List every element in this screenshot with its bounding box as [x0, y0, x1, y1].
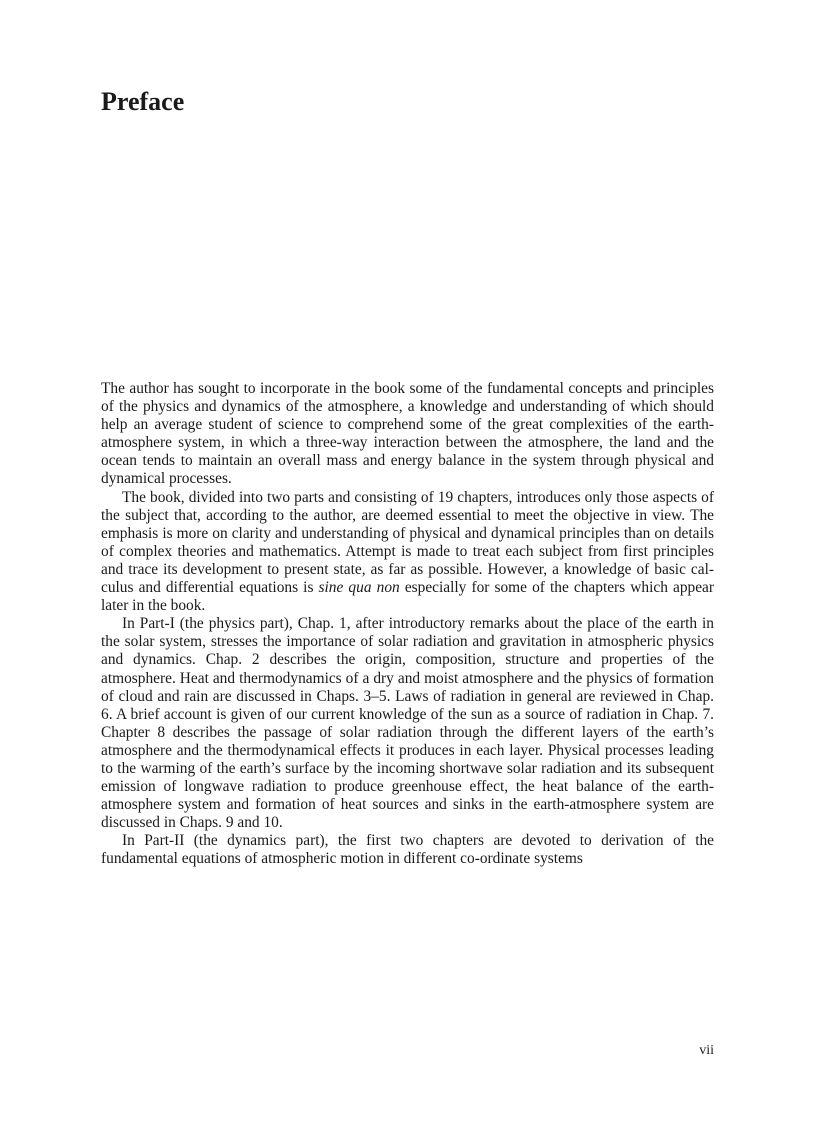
paragraph-book-structure-tail: especially for some of the chapters which appear later in the book.: [101, 579, 714, 615]
latin-phrase: sine qua non: [318, 579, 400, 597]
paragraph-intro: The author has sought to incorporate in the book some of the fundamental concepts and principles of the physics and dynamics of the atmosphere, a knowledge and understanding of which should help an average student of science to comprehend some of the great complexities of the earth-atmosphere system, in which a three-way interaction between the atmosphere, the land and the ocean tends to maintain an overall mass and energy balance in the system through physical and dynamical processes.: [101, 380, 714, 488]
paragraph-part-two: In Part-II (the dynamics part), the first two chapters are devoted to derivation of the fundamental equations of atmospheric motion in different co-ordinate systems: [101, 832, 714, 868]
paragraph-book-structure-text: The book, divided into two parts and consisting of 19 chapters, introduces only those aspects of the subject that, according to the author, are deemed essential to meet the objective in view. The emphasis is more on clarity and understanding of physical and dynamical principles than on details of complex theories and mathematics. Attempt is made to treat each subject from first principles and trace its development to present state, as far as possible. However, a knowledge of basic calculus and differential equations is: [101, 488, 714, 597]
preface-body: [101, 380, 714, 869]
paragraph-part-one: In Part-I (the physics part), Chap. 1, after introductory remarks about the place of the earth in the solar system, stresses the importance of solar radiation and gravitation in atmospheric physics and dynamics. Chap. 2 describes the origin, composition, structure and properties of the atmosphere. Heat and thermodynamics of a dry and moist atmosphere and the physics of formation of cloud and rain are discussed in Chaps. 3–5. Laws of radiation in general are reviewed in Chap. 6. A brief account is given of our current knowledge of the sun as a source of radiation in Chap. 7. Chapter 8 describes the passage of solar radiation through the different layers of the earth’s atmosphere and the thermodynamical effects it produces in each layer. Physical processes leading to the warming of the earth’s surface by the incoming shortwave solar radiation and its subsequent emission of longwave radiation to produce greenhouse effect, the heat balance of the earth-atmosphere system and formation of heat sources and sinks in the earth-atmosphere system are discussed in Chaps. 9 and 10.: [101, 615, 714, 832]
page-number: vii: [699, 1043, 714, 1058]
page-title: Preface: [101, 87, 185, 116]
paragraph-book-structure: [101, 489, 714, 616]
